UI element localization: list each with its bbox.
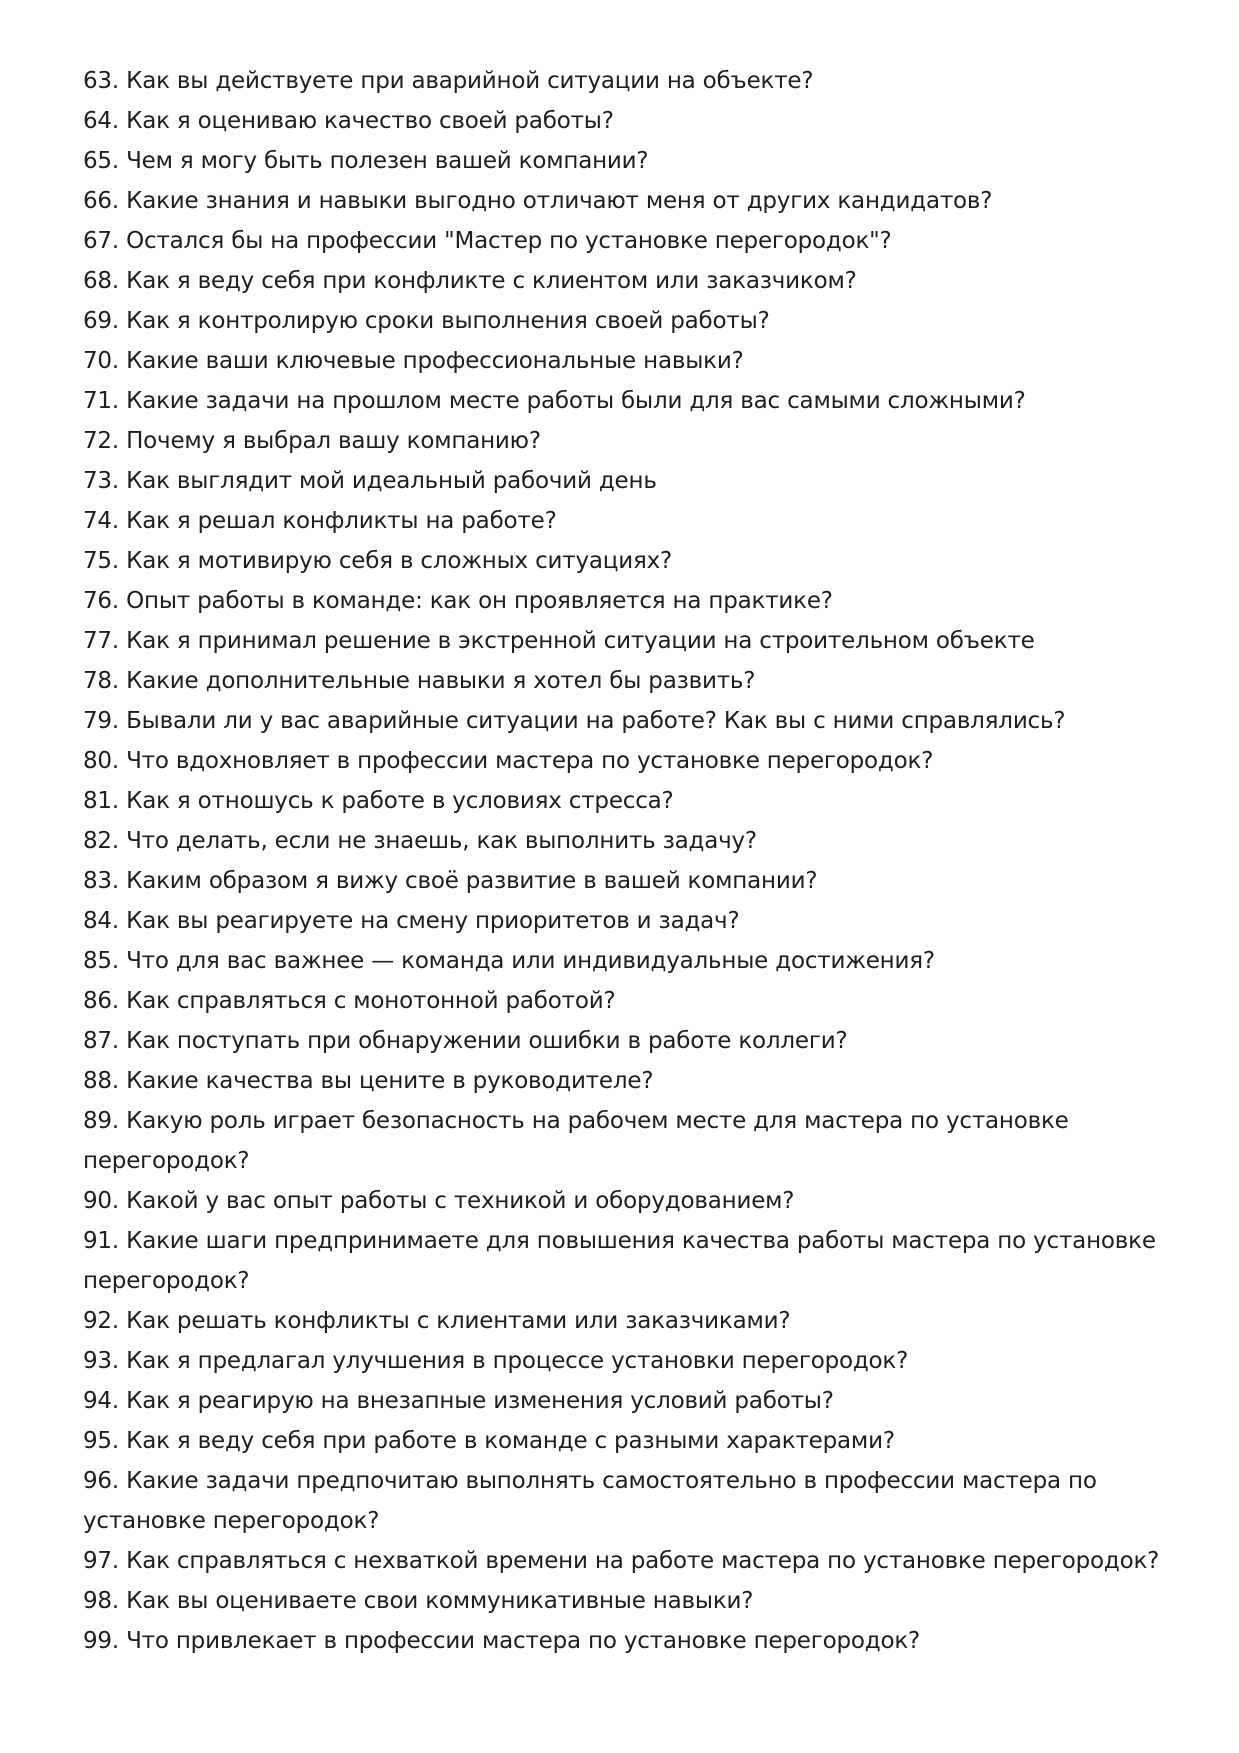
question-item: 76. Опыт работы в команде: как он проявляется на практике? <box>83 588 833 614</box>
question-item: 88. Какие качества вы цените в руководителе? <box>83 1068 654 1094</box>
question-item: 99. Что привлекает в профессии мастера по установке перегородок? <box>83 1628 921 1654</box>
question-item: 91. Какие шаги предпринимаете для повышения качества работы мастера по установке перегородок? <box>83 1228 1156 1294</box>
question-item: 78. Какие дополнительные навыки я хотел бы развить? <box>83 668 756 694</box>
question-item: 71. Какие задачи на прошлом месте работы были для вас самыми сложными? <box>83 388 1026 414</box>
question-item: 67. Остался бы на профессии "Мастер по установке перегородок"? <box>83 228 892 254</box>
question-item: 69. Как я контролирую сроки выполнения своей работы? <box>83 308 770 334</box>
question-item: 81. Как я отношусь к работе в условиях стресса? <box>83 788 674 814</box>
question-item: 74. Как я решал конфликты на работе? <box>83 508 557 534</box>
question-item: 94. Как я реагирую на внезапные изменения условий работы? <box>83 1388 834 1414</box>
question-item: 70. Какие ваши ключевые профессиональные навыки? <box>83 348 744 374</box>
question-item: 73. Как выглядит мой идеальный рабочий день <box>83 468 657 494</box>
question-item: 80. Что вдохновляет в профессии мастера по установке перегородок? <box>83 748 934 774</box>
question-item: 95. Как я веду себя при работе в команде с разными характерами? <box>83 1428 895 1454</box>
question-item: 68. Как я веду себя при конфликте с клиентом или заказчиком? <box>83 268 857 294</box>
question-list <box>83 61 1163 1661</box>
document-page <box>83 61 1163 1661</box>
question-item: 84. Как вы реагируете на смену приоритетов и задач? <box>83 908 740 934</box>
question-item: 72. Почему я выбрал вашу компанию? <box>83 428 541 454</box>
question-item: 97. Как справляться с нехваткой времени на работе мастера по установке перегородок? <box>83 1548 1160 1574</box>
question-item: 89. Какую роль играет безопасность на рабочем месте для мастера по установке перегородок? <box>83 1108 1069 1174</box>
question-item: 65. Чем я могу быть полезен вашей компании? <box>83 148 649 174</box>
question-item: 87. Как поступать при обнаружении ошибки в работе коллеги? <box>83 1028 848 1054</box>
question-item: 79. Бывали ли у вас аварийные ситуации на работе? Как вы с ними справлялись? <box>83 708 1066 734</box>
question-item: 82. Что делать, если не знаешь, как выполнить задачу? <box>83 828 757 854</box>
question-item: 90. Какой у вас опыт работы с техникой и оборудованием? <box>83 1188 795 1214</box>
question-item: 77. Как я принимал решение в экстренной ситуации на строительном объекте <box>83 628 1035 654</box>
question-item: 85. Что для вас важнее — команда или индивидуальные достижения? <box>83 948 935 974</box>
question-item: 83. Каким образом я вижу своё развитие в вашей компании? <box>83 868 818 894</box>
question-item: 75. Как я мотивирую себя в сложных ситуациях? <box>83 548 673 574</box>
question-item: 93. Как я предлагал улучшения в процессе установки перегородок? <box>83 1348 909 1374</box>
question-item: 86. Как справляться с монотонной работой? <box>83 988 616 1014</box>
question-item: 92. Как решать конфликты с клиентами или заказчиками? <box>83 1308 791 1334</box>
question-item: 98. Как вы оцениваете свои коммуникативные навыки? <box>83 1588 754 1614</box>
question-item: 66. Какие знания и навыки выгодно отличают меня от других кандидатов? <box>83 188 993 214</box>
question-item: 63. Как вы действуете при аварийной ситуации на объекте? <box>83 68 814 94</box>
question-item: 96. Какие задачи предпочитаю выполнять самостоятельно в профессии мастера по установке перегородок? <box>83 1468 1097 1534</box>
question-item: 64. Как я оцениваю качество своей работы? <box>83 108 614 134</box>
